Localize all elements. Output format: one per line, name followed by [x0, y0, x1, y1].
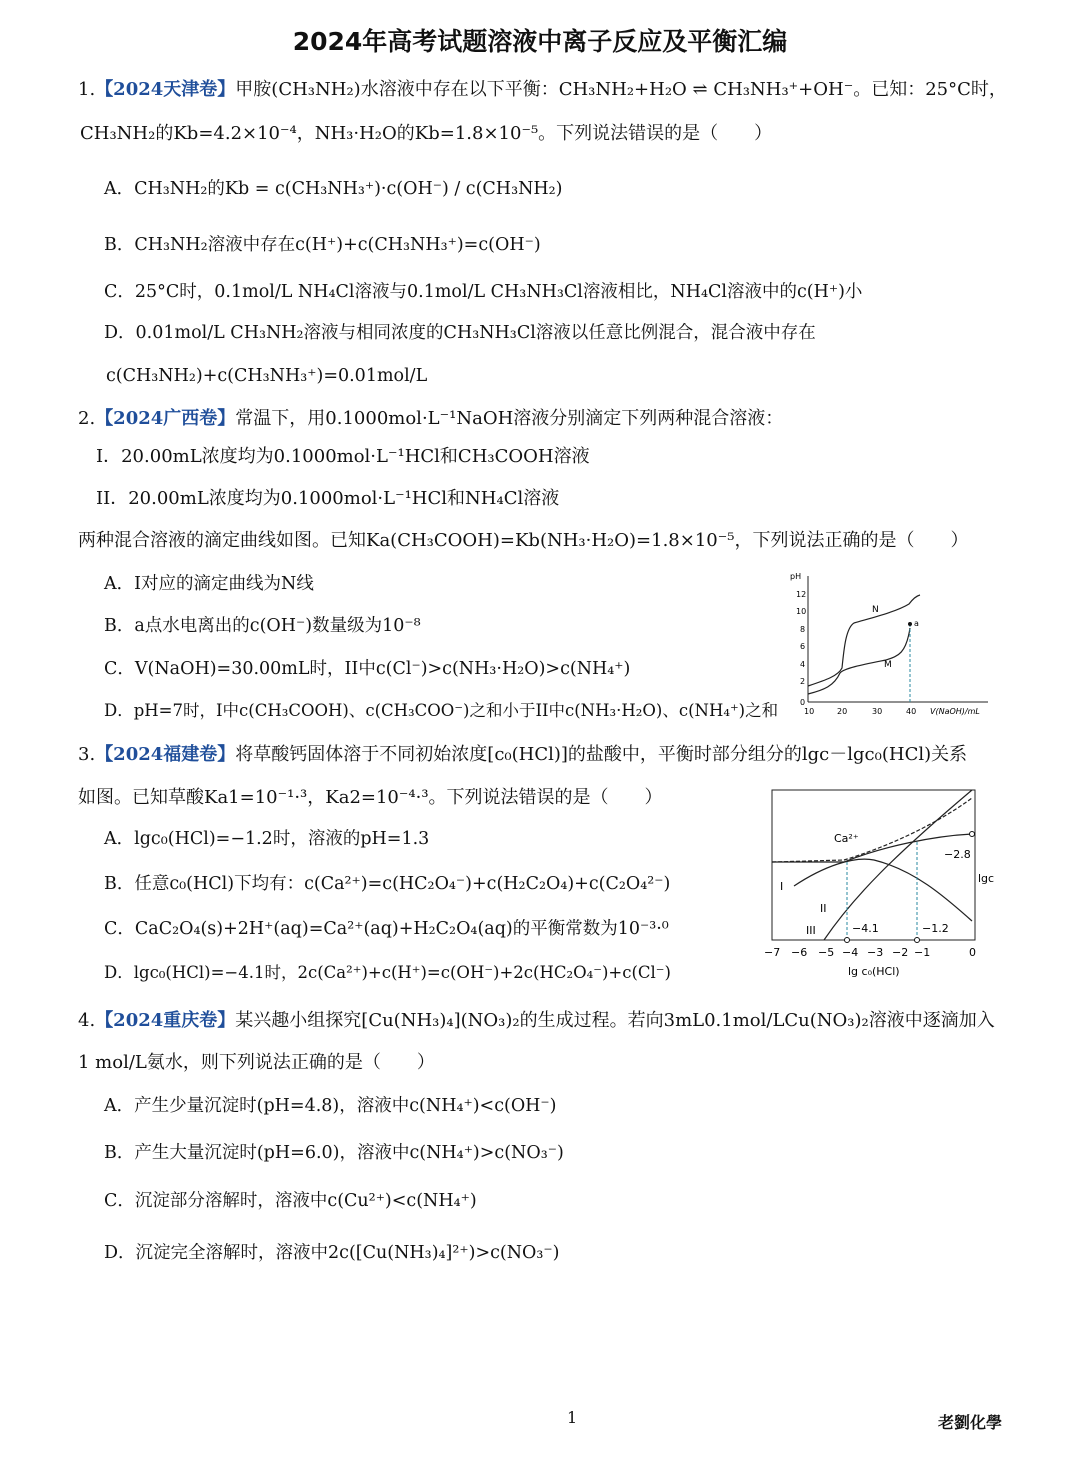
q3-point-41 — [845, 938, 850, 943]
q2-curve-m-label: M — [884, 660, 892, 670]
q3-x-tick: −4 — [842, 946, 859, 959]
q2-x-tick: 40 — [906, 707, 917, 716]
q3-point-28 — [970, 832, 975, 837]
q1-stem-line1 — [78, 77, 1007, 103]
q2-curve-n — [808, 595, 920, 686]
q4-option-a: A．产生少量沉淀时(pH=4.8)，溶液中c(NH₄⁺)<c(OH⁻) — [104, 1096, 557, 1116]
q2-y-tick: 0 — [800, 698, 806, 707]
q3-mark-12: −1.2 — [922, 922, 949, 935]
q2-option-d: D．pH=7时，I中c(CH₃COOH)、c(CH₃COO⁻)之和小于II中c(NH₃·H₂O)、c(NH₄⁺)之和 — [104, 701, 779, 720]
q4-number: 4. — [78, 1010, 96, 1031]
q4-option-b: B．产生大量沉淀时(pH=6.0)，溶液中c(NH₄⁺)>c(NO₃⁻) — [104, 1143, 564, 1163]
q1-option-c: C．25°C时，0.1mol/L NH₄Cl溶液与0.1mol/L CH₃NH₃Cl溶液相比，NH₄Cl溶液中的c(H⁺)小 — [104, 282, 863, 302]
q2-titration-chart — [786, 568, 996, 720]
brand-watermark: 老劉化學 — [938, 1413, 1003, 1432]
q3-curve-iii-label: III — [806, 924, 816, 937]
q2-stem1: 常温下，用0.1000mol·L⁻¹NaOH溶液分别滴定下列两种混合溶液： — [235, 408, 784, 429]
q3-x-label: lg c₀(HCl) — [848, 965, 900, 978]
q3-stem-line1 — [78, 742, 967, 768]
q3-lgc-chart — [764, 786, 996, 986]
q1-option-d-cont: c(CH₃NH₂)+c(CH₃NH₃⁺)=0.01mol/L — [106, 366, 428, 386]
q3-stem2: 如图。已知草酸Ka1=10⁻¹·³，Ka2=10⁻⁴·³。下列说法错误的是（ ） — [78, 787, 663, 808]
q2-x-tick: 30 — [872, 707, 883, 716]
q2-number: 2. — [78, 408, 96, 429]
q3-curve-i — [772, 834, 972, 862]
q4-option-d: D．沉淀完全溶解时，溶液中2c([Cu(NH₃)₄]²⁺)>c(NO₃⁻) — [104, 1243, 560, 1263]
q2-x-label: V(NaOH)/mL — [930, 707, 980, 716]
q4-stem-line1 — [78, 1008, 995, 1034]
q3-curve-ii-label: II — [820, 902, 827, 915]
q2-option-c: C．V(NaOH)=30.00mL时，II中c(Cl⁻)>c(NH₃·H₂O)>c(NH₄⁺) — [104, 659, 631, 679]
q3-x-tick: 0 — [969, 946, 976, 959]
q3-x-tick: −7 — [764, 946, 781, 959]
q2-y-tick: 4 — [800, 660, 806, 669]
q1-stem1: 甲胺(CH₃NH₂)水溶液中存在以下平衡：CH₃NH₂+H₂O ⇌ CH₃NH₃⁺+OH⁻。已知：25°C时， — [235, 79, 1007, 100]
q4-option-c: C．沉淀部分溶解时，溶液中c(Cu²⁺)<c(NH₄⁺) — [104, 1191, 477, 1211]
q2-option-b: B．a点水电离出的c(OH⁻)数量级为10⁻⁸ — [104, 616, 421, 636]
q3-ca-label: Ca²⁺ — [834, 832, 859, 845]
page-number: 1 — [567, 1408, 578, 1427]
q2-point-a — [908, 622, 912, 626]
q4-source: 【2024重庆卷】 — [95, 1010, 236, 1031]
q3-curve-i-label: I — [780, 880, 784, 893]
q3-mark-28: −2.8 — [944, 848, 971, 861]
q3-source: 【2024福建卷】 — [95, 744, 236, 765]
q3-option-a: A．lgc₀(HCl)=−1.2时，溶液的pH=1.3 — [104, 829, 430, 849]
q3-plot-frame — [772, 790, 975, 940]
q2-y-tick: 8 — [800, 625, 806, 634]
q3-x-tick: −1 — [914, 946, 931, 959]
q3-option-b: B．任意c₀(HCl)下均有：c(Ca²⁺)=c(HC₂O₄⁻)+c(H₂C₂O₄)+c(C₂O₄²⁻) — [104, 874, 671, 894]
q2-stem2: 两种混合溶液的滴定曲线如图。已知Ka(CH₃COOH)=Kb(NH₃·H₂O)=1.8×10⁻⁵，下列说法正确的是（ ） — [78, 530, 969, 551]
q3-number: 3. — [78, 744, 96, 765]
q1-stem2: CH₃NH₂的Kb=4.2×10⁻⁴，NH₃·H₂O的Kb=1.8×10⁻⁵。下列说法错误的是（ ） — [80, 123, 773, 144]
q2-stem-line1 — [78, 406, 783, 432]
q3-x-tick: −6 — [791, 946, 808, 959]
q2-y-tick: 10 — [796, 607, 807, 616]
q3-point-12 — [915, 938, 920, 943]
q1-number: 1. — [78, 79, 96, 100]
q3-option-d: D．lgc₀(HCl)=−4.1时，2c(Ca²⁺)+c(H⁺)=c(OH⁻)+2c(HC₂O₄⁻)+c(Cl⁻) — [104, 963, 671, 982]
q1-option-d: D．0.01mol/L CH₃NH₂溶液与相同浓度的CH₃NH₃Cl溶液以任意比例混合，混合液中存在 — [104, 323, 816, 343]
q3-x-tick: −2 — [892, 946, 909, 959]
q1-source: 【2024天津卷】 — [95, 79, 236, 100]
q2-x-tick: 10 — [804, 707, 815, 716]
q2-curve-n-label: N — [872, 605, 879, 615]
q2-y-tick: 6 — [800, 642, 806, 651]
q2-y-label: pH — [790, 572, 802, 581]
page-title: 2024年高考试题溶液中离子反应及平衡汇编 — [292, 27, 788, 56]
q3-stem1: 将草酸钙固体溶于不同初始浓度[c₀(HCl)]的盐酸中，平衡时部分组分的lgc－lgc₀(HCl)关系 — [235, 744, 968, 765]
q1-option-a: A．CH₃NH₂的Kb = c(CH₃NH₃⁺)·c(OH⁻) / c(CH₃NH₂) — [104, 179, 563, 199]
q4-stem2: 1 mol/L氨水，则下列说法正确的是（ ） — [78, 1052, 435, 1073]
q2-x-tick: 20 — [837, 707, 848, 716]
q4-stem1: 某兴趣小组探究[Cu(NH₃)₄](NO₃)₂的生成过程。若向3mL0.1mol/LCu(NO₃)₂溶液中逐滴加入 — [235, 1010, 995, 1031]
q2-point-a-label: a — [914, 619, 919, 628]
q2-item-1: I．20.00mL浓度均为0.1000mol·L⁻¹HCl和CH₃COOH溶液 — [96, 446, 590, 467]
q2-y-tick: 12 — [796, 590, 807, 599]
q3-y-label: lgc — [978, 872, 995, 885]
q2-source: 【2024广西卷】 — [95, 408, 236, 429]
q2-curve-m — [808, 628, 910, 694]
q2-y-tick: 2 — [800, 677, 806, 686]
q3-option-c: C．CaC₂O₄(s)+2H⁺(aq)=Ca²⁺(aq)+H₂C₂O₄(aq)的平衡常数为10⁻³·⁰ — [104, 919, 669, 939]
q1-option-b: B．CH₃NH₂溶液中存在c(H⁺)+c(CH₃NH₃⁺)=c(OH⁻) — [104, 235, 541, 255]
q3-mark-41: −4.1 — [852, 922, 879, 935]
q3-x-tick: −3 — [867, 946, 884, 959]
q3-x-tick: −5 — [818, 946, 835, 959]
q2-item-2: II．20.00mL浓度均为0.1000mol·L⁻¹HCl和NH₄Cl溶液 — [96, 488, 560, 509]
q2-option-a: A．I对应的滴定曲线为N线 — [104, 574, 314, 594]
